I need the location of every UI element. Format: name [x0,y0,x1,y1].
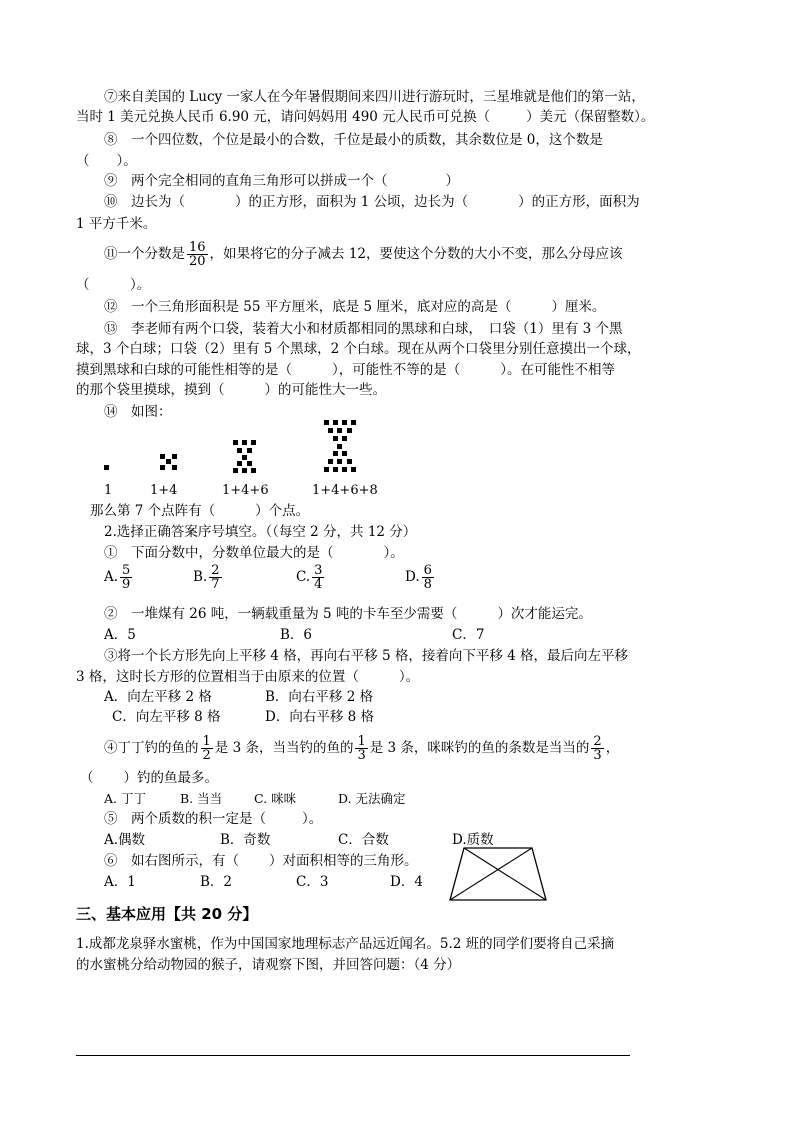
choice4-option-a: A. 丁丁 [104,791,146,806]
choice4-line2: （ ）钓的鱼最多。 [80,770,218,786]
fraction-16-20: $\frac{16}{20}$ [189,240,206,269]
section3-q1-line1: 1.成都龙泉驿水蜜桃，作为中国国家地理标志产品远近闻名。5.2 班的同学们要将自己采摘 [76,936,615,952]
q12-line: ⑫ 一个三角形面积是 55 平方厘米，底是 5 厘米，底对应的高是（ ）厘米。 [104,299,606,315]
choice2-option-a: A．5 [104,627,136,643]
section3-q1-line2: 的水蜜桃分给动物园的猴子，请观察下图，并回答问题：（4 分） [76,957,461,973]
choice4-option-b: B. 当当 [180,791,223,806]
choice1-option-a: A. $\frac{5}{9}$ [104,563,131,592]
choice4-option-d: D. 无法确定 [338,791,406,806]
q14-caption-2: 1+4 [150,483,178,498]
choice3-line2: 3 格，这时长方形的位置相当于由原来的位置（ ）。 [76,669,420,685]
choice4-line1: ④丁丁钓的鱼的 $\frac{1}{2}$ 是 3 条，当当钓的鱼的 $\frac{1}{3}$ 是 3 条，咪咪钓的鱼的条数是当当的 $\frac{2}{3}$ ， [104,734,620,763]
q7-line1: ⑦来自美国的 Lucy 一家人在今年暑假期间来四川进行游玩时，三星堆就是他们的第一站， [104,89,645,105]
choice5-question: ⑤ 两个质数的积一定是（ ）。 [104,811,323,827]
trapezoid-figure [448,846,548,904]
choice5-option-a: A.偶数 [104,832,146,848]
choice6-option-b: B．2 [200,874,233,890]
choice3-line1: ③将一个长方形先向上平移 4 格，再向右平移 5 格，接着向下平移 4 格，最后向左平移 [104,648,629,664]
dot-pattern-3 [233,440,256,473]
q13-line3: 摸到黑球和白球的可能性相等的是（ ），可能性不等的是（ ）。在可能性不相等 [76,362,615,378]
q14-title: ⑭ 如图： [104,404,172,420]
q14-caption-1: 1 [104,483,113,498]
q14-caption-4: 1+4+6+8 [312,483,378,498]
choice5-option-c: C．合数 [338,832,389,848]
section3-heading: 三、基本应用【共 20 分】 [76,905,258,923]
q7-line2: 当时 1 美元兑换人民币 6.90 元，请问妈妈用 490 元人民币可兑换（ ）美元（保留整数）。 [76,109,655,125]
q10-line1: ⑩ 边长为（ ）的正方形，面积为 1 公顷，边长为（ ）的正方形，面积为 [104,194,640,210]
choice6-option-c: C．3 [296,874,329,890]
choice4-option-c: C. 咪咪 [254,791,297,806]
choice3-option-d: D．向右平移 8 格 [265,709,374,725]
q14-caption-3: 1+4+6 [222,483,269,498]
choice5-option-d: D.质数 [452,832,494,848]
choice2-option-b: B．6 [280,627,313,643]
q8-line1: ⑧ 一个四位数，个位是最小的合数，千位是最小的质数，其余数位是 0，这个数是 [104,132,603,148]
choice6-option-a: A．1 [104,874,136,890]
choice1-option-c: C. $\frac{3}{4}$ [296,563,323,592]
choice5-option-b: B．奇数 [220,832,271,848]
q9-line: ⑨ 两个完全相同的直角三角形可以拼成一个（ ） [104,173,459,189]
q13-line2: 球，3 个白球；口袋（2）里有 5 个黑球，2 个白球。现在从两个口袋里分别任意摸出一个球， [76,341,641,357]
choice3-option-b: B．向右平移 2 格 [265,689,374,705]
part2-title: 2.选择正确答案序号填空。（（每空 2 分，共 12 分） [104,524,417,540]
dot-pattern-4 [324,420,356,472]
choice2-option-c: C．7 [452,627,485,643]
dot-pattern-2 [160,454,177,470]
dot-pattern-1 [104,465,109,470]
choice6-question: ⑥ 如右图所示，有（ ）对面积相等的三角形。 [104,853,418,869]
q13-line1: ⑬ 李老师有两个口袋，装着大小和材质都相同的黑球和白球， 口袋（1）里有 3 个黑 [104,321,623,337]
footer-rule [76,1055,630,1056]
q13-line4: 的那个袋里摸球，摸到（ ）的可能性大一些。 [76,382,386,398]
choice3-option-a: A．向左平移 2 格 [104,689,212,705]
q10-line2: 1 平方千米。 [76,216,157,232]
choice1-question: ① 下面分数中，分数单位最大的是（ ）。 [104,545,404,561]
q11-line1: ⑪一个分数是 $\frac{16}{20}$ ，如果将它的分子减去 12，要使这个分数的大小不变，那么分母应该 [104,240,623,269]
q8-line2: （ ）。 [76,153,137,169]
choice3-option-c: C．向左平移 8 格 [112,709,221,725]
choice1-option-b: B. $\frac{2}{7}$ [193,563,220,592]
choice1-option-d: D. $\frac{6}{8}$ [405,563,432,592]
q11-line2: （ ）。 [76,277,151,293]
choice6-option-d: D．4 [390,874,423,890]
q14-question: 那么第 7 个点阵有（ ）个点。 [90,503,310,519]
choice2-question: ② 一堆煤有 26 吨，一辆载重量为 5 吨的卡车至少需要（ ）次才能运完。 [104,606,592,622]
